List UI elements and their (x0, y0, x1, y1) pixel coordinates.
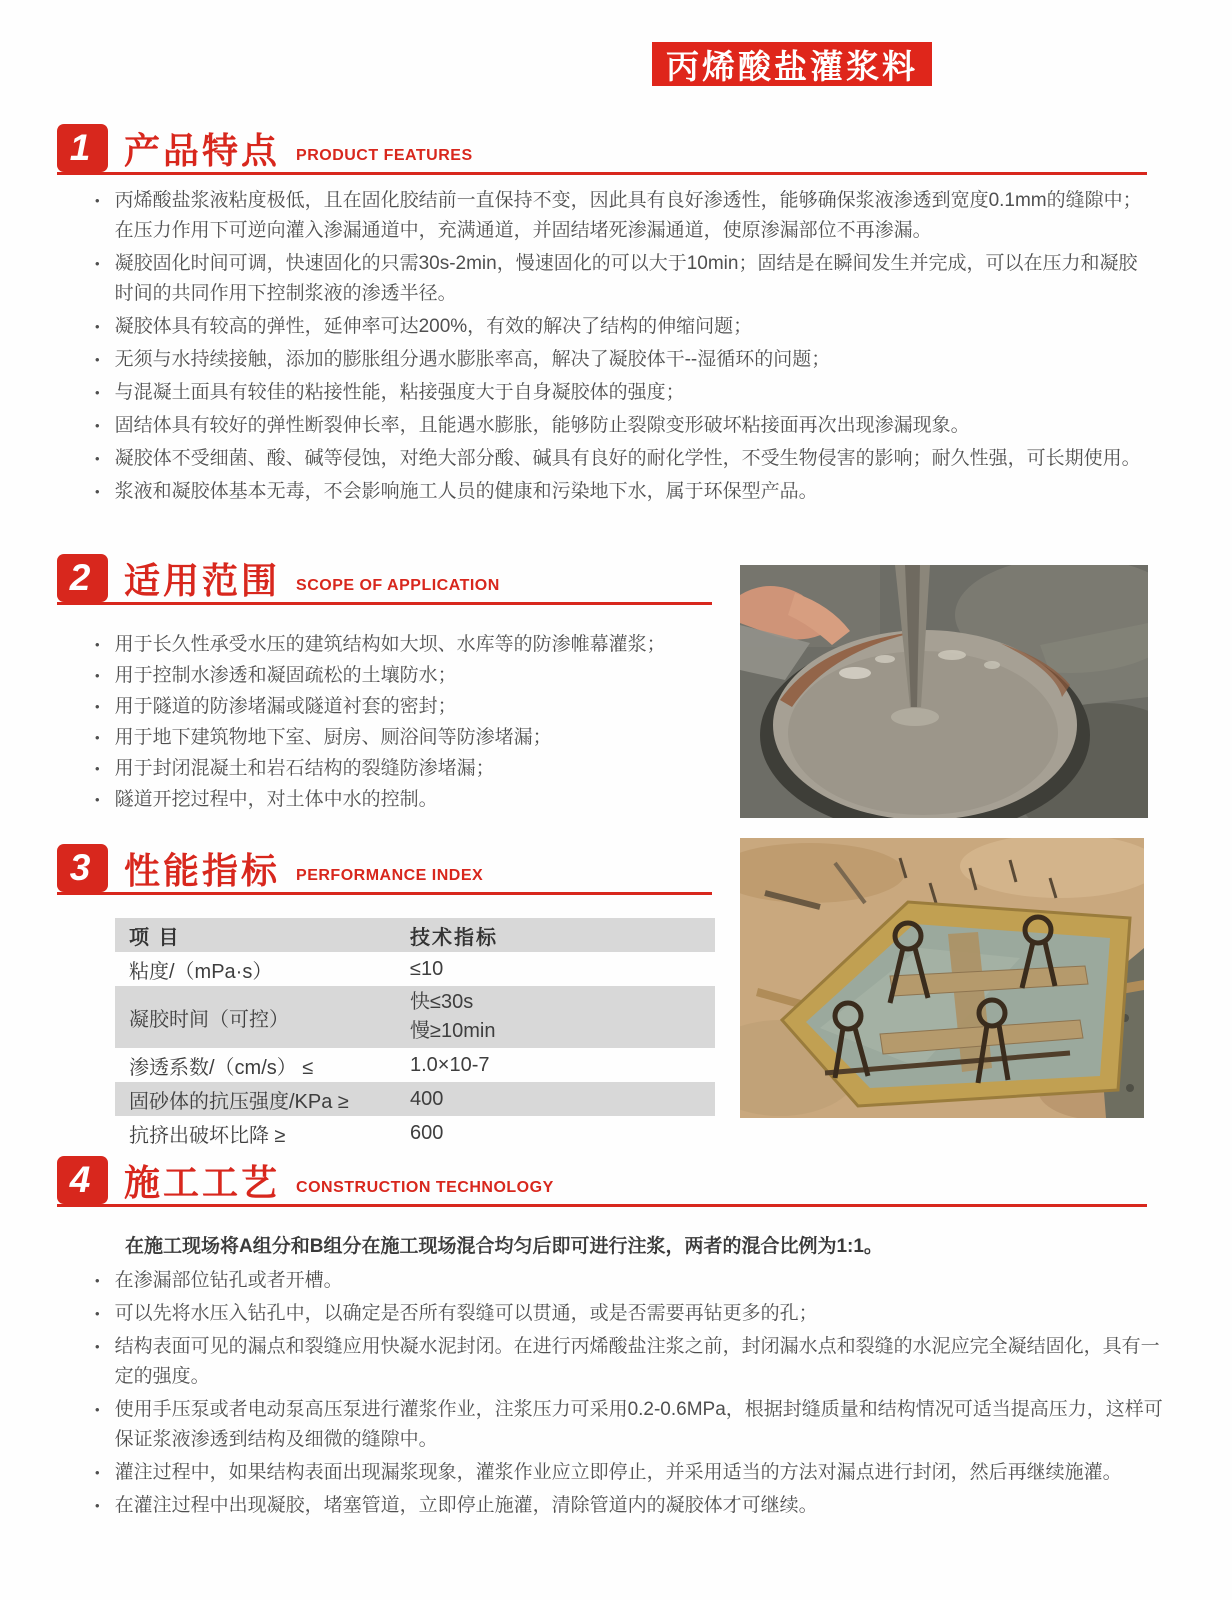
section-subtitle: PERFORMANCE INDEX (296, 867, 484, 884)
bullet-dot-icon: • (95, 484, 100, 499)
list-item-text: 凝胶体不受细菌、酸、碱等侵蚀，对绝大部分酸、碱具有良好的耐化学性，不受生物侵害的影响；耐久性强，可长期使用。 (114, 448, 1141, 469)
bullet-dot-icon: • (95, 193, 100, 208)
performance-table (115, 918, 715, 1150)
list-item (95, 249, 1153, 309)
list-item (95, 477, 1153, 507)
list-item-text: 无须与水持续接触，添加的膨胀组分遇水膨胀率高，解决了凝胶体干--湿循环的问题； (114, 349, 831, 370)
list-item-text: 凝胶体具有较高的弹性，延伸率可达200%，有效的解决了结构的伸缩问题； (114, 316, 753, 337)
list-item-text: 用于封闭混凝土和岩石结构的裂缝防渗堵漏； (114, 758, 495, 779)
section-title: 产品特点 (124, 130, 281, 171)
list-item (95, 630, 735, 660)
bullet-dot-icon: • (95, 418, 100, 433)
list-item-text: 可以先将水压入钻孔中，以确定是否所有裂缝可以贯通，或是否需要再钻更多的孔； (114, 1303, 818, 1324)
section-number-badge: 3 (57, 844, 108, 892)
bullet-dot-icon: • (95, 1306, 100, 1321)
list-item (95, 1266, 1170, 1296)
scope-of-application-list (95, 630, 735, 816)
table-cell-value: ≤10 (410, 957, 444, 980)
bullet-dot-icon: • (95, 319, 100, 334)
bullet-dot-icon: • (95, 1465, 100, 1480)
section-subtitle: PRODUCT FEATURES (296, 147, 473, 164)
photo-grout-mixing (740, 565, 1148, 818)
list-item (95, 692, 735, 722)
table-cell-value: 400 (410, 1087, 444, 1110)
construction-intro-text: 在施工现场将A组分和B组分在施工现场混合均匀后即可进行注浆，两者的混合比例为1:1。 (125, 1236, 883, 1257)
section-subtitle: SCOPE OF APPLICATION (296, 577, 500, 594)
list-item (95, 345, 1153, 375)
section-title: 性能指标 (124, 850, 281, 891)
list-item (95, 723, 735, 753)
table-header-row (115, 918, 715, 952)
bullet-dot-icon: • (95, 761, 100, 776)
list-item (95, 1299, 1170, 1329)
list-item (95, 312, 1153, 342)
bullet-dot-icon: • (95, 385, 100, 400)
table-cell-label: 粘度/（mPa·s） (129, 960, 273, 983)
list-item-text: 结构表面可见的漏点和裂缝应用快凝水泥封闭。在进行丙烯酸盐注浆之前，封闭漏水点和裂缝的水泥应完全凝结固化，具有一定的强度。 (114, 1336, 1160, 1387)
list-item-text: 用于隧道的防渗堵漏或隧道衬套的密封； (114, 696, 457, 717)
bullet-dot-icon: • (95, 637, 100, 652)
list-item (95, 785, 735, 815)
title-banner: 丙烯酸盐灌浆料 (652, 42, 932, 86)
list-item (95, 378, 1153, 408)
section-number-badge: 4 (57, 1156, 108, 1204)
list-item-text: 与混凝土面具有较佳的粘接性能，粘接强度大于自身凝胶体的强度； (114, 382, 685, 403)
list-item (95, 1395, 1170, 1455)
list-item-text: 浆液和凝胶体基本无毒，不会影响施工人员的健康和污染地下水，属于环保型产品。 (114, 481, 818, 502)
table-header-index: 技术指标 (410, 926, 498, 949)
list-item (95, 754, 735, 784)
section-header-product-features (57, 124, 1147, 175)
table-cell-value: 600 (410, 1121, 444, 1144)
bullet-dot-icon: • (95, 1402, 100, 1417)
table-row (115, 1048, 715, 1082)
bullet-dot-icon: • (95, 352, 100, 367)
table-header-item: 项 目 (129, 926, 181, 949)
list-item (95, 186, 1153, 246)
section-number-badge: 1 (57, 124, 108, 172)
list-item-text: 灌注过程中，如果结构表面出现漏浆现象，灌浆作业应立即停止，并采用适当的方法对漏点进行封闭，然后再继续施灌。 (114, 1462, 1122, 1483)
bullet-dot-icon: • (95, 1339, 100, 1354)
product-features-list (95, 186, 1153, 510)
bullet-dot-icon: • (95, 792, 100, 807)
section-number-badge: 2 (57, 554, 108, 602)
table-cell-label: 凝胶时间（可控） (129, 1008, 289, 1031)
value-line-fast: 快≤30s (410, 991, 474, 1013)
list-item (95, 444, 1153, 474)
table-cell-label: 抗挤出破坏比降 ≥ (129, 1124, 286, 1147)
list-item-text: 隧道开挖过程中，对土体中水的控制。 (114, 789, 438, 810)
table-cell-value (410, 988, 715, 1046)
list-item-text: 使用手压泵或者电动泵高压泵进行灌浆作业，注浆压力可采用0.2-0.6MPa，根据封缝质量和结构情况可适当提高压力，这样可保证浆液渗透到结构及细微的缝隙中。 (114, 1399, 1163, 1450)
list-item-text: 丙烯酸盐浆液粘度极低，且在固化胶结前一直保持不变，因此具有良好渗透性，能够确保浆液渗透到宽度0.1mm的缝隙中；在压力作用下可逆向灌入渗漏通道中，充满通道，并固结堵死渗漏通道，使原渗漏部位不再渗漏。 (114, 190, 1142, 241)
section-title: 适用范围 (124, 560, 281, 601)
list-item (95, 1491, 1170, 1521)
section-header-performance-index (57, 844, 712, 895)
bullet-dot-icon: • (95, 1273, 100, 1288)
section-header-construction-technology (57, 1156, 1147, 1207)
section-subtitle: CONSTRUCTION TECHNOLOGY (296, 1179, 554, 1196)
concrete-formwork-illustration (740, 838, 1144, 1118)
bullet-dot-icon: • (95, 668, 100, 683)
list-item (95, 1332, 1170, 1392)
list-item-text: 用于长久性承受水压的建筑结构如大坝、水库等的防渗帷幕灌浆； (114, 634, 666, 655)
bullet-dot-icon: • (95, 730, 100, 745)
bullet-dot-icon: • (95, 451, 100, 466)
table-cell-label: 渗透系数/（cm/s） ≤ (129, 1056, 314, 1079)
section-title: 施工工艺 (124, 1162, 281, 1203)
list-item (95, 1458, 1170, 1488)
photo-concrete-formwork (740, 838, 1144, 1118)
list-item (95, 411, 1153, 441)
list-item (95, 661, 735, 691)
table-row (115, 1116, 715, 1150)
list-item-text: 在渗漏部位钻孔或者开槽。 (114, 1270, 343, 1291)
table-row (115, 952, 715, 986)
list-item-text: 用于控制水渗透和凝固疏松的土壤防水； (114, 665, 457, 686)
table-row (115, 986, 715, 1048)
list-item-text: 凝胶固化时间可调，快速固化的只需30s-2min，慢速固化的可以大于10min；固结是在瞬间发生并完成，可以在压力和凝胶时间的共同作用下控制浆液的渗透半径。 (114, 253, 1138, 304)
bullet-dot-icon: • (95, 699, 100, 714)
table-row (115, 1082, 715, 1116)
list-item-text: 固结体具有较好的弹性断裂伸长率，且能遇水膨胀，能够防止裂隙变形破坏粘接面再次出现渗漏现象。 (114, 415, 970, 436)
table-cell-label: 固砂体的抗压强度/KPa ≥ (129, 1090, 349, 1113)
bullet-dot-icon: • (95, 256, 100, 271)
list-item-text: 用于地下建筑物地下室、厨房、厕浴间等防渗堵漏； (114, 727, 552, 748)
bullet-dot-icon: • (95, 1498, 100, 1513)
construction-technology-list (95, 1232, 1170, 1524)
value-line-slow: 慢≥10min (410, 1020, 496, 1042)
grout-mixing-illustration (740, 565, 1148, 818)
section-header-scope-of-application (57, 554, 712, 605)
list-item-text: 在灌注过程中出现凝胶，堵塞管道，立即停止施灌，清除管道内的凝胶体才可继续。 (114, 1495, 818, 1516)
table-cell-value: 1.0×10-7 (410, 1053, 490, 1076)
